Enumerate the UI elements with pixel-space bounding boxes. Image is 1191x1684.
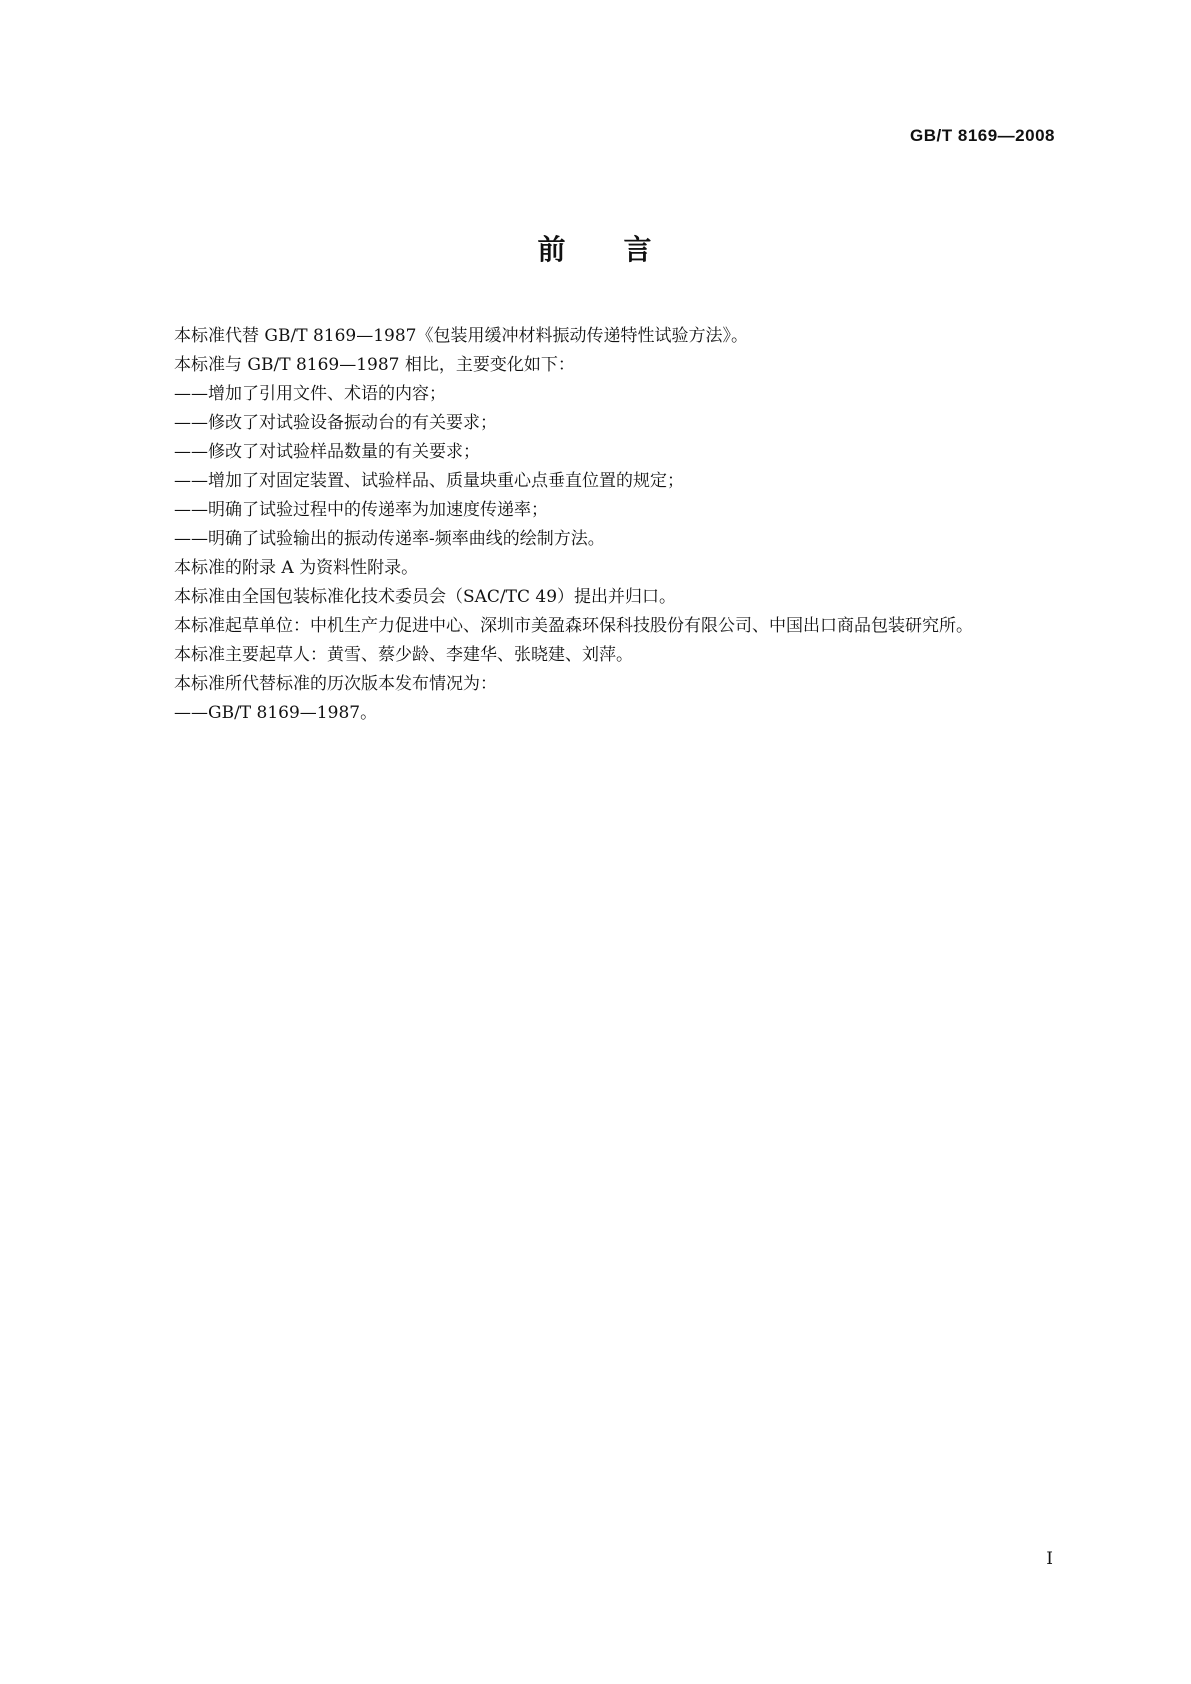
change-item: ——修改了对试验设备振动台的有关要求； (174, 413, 497, 433)
paragraph-drafters: 本标准主要起草人：黄雪、蔡少龄、李建华、张晓建、刘萍。 (174, 645, 633, 665)
paragraph-committee: 本标准由全国包装标准化技术委员会（SAC/TC 49）提出并归口。 (174, 587, 677, 607)
title-char-2: 言 (623, 233, 654, 266)
paragraph-drafting-units: 本标准起草单位：中机生产力促进中心、深圳市美盈森环保科技股份有限公司、中国出口商品包装研究所。 (174, 616, 973, 636)
paragraph-changes-intro: 本标准与 GB/T 8169—1987 相比，主要变化如下： (174, 355, 575, 375)
change-item: ——修改了对试验样品数量的有关要求； (174, 442, 480, 462)
standard-number: GB/T 8169—2008 (910, 126, 1055, 145)
title-char-1: 前 (537, 233, 568, 266)
change-item: ——增加了引用文件、术语的内容； (174, 384, 446, 404)
page-title (0, 228, 1191, 268)
history-item: ——GB/T 8169—1987。 (174, 703, 378, 723)
paragraph-annex: 本标准的附录 A 为资料性附录。 (174, 558, 419, 578)
foreword-body (136, 322, 1062, 728)
change-item: ——明确了试验输出的振动传递率-频率曲线的绘制方法。 (174, 529, 605, 549)
paragraph-replaces: 本标准代替 GB/T 8169—1987《包装用缓冲材料振动传递特性试验方法》。 (174, 326, 748, 346)
paragraph-history-intro: 本标准所代替标准的历次版本发布情况为： (174, 674, 497, 694)
page-number: I (1046, 1549, 1053, 1569)
change-item: ——增加了对固定装置、试验样品、质量块重心点垂直位置的规定； (174, 471, 684, 491)
change-item: ——明确了试验过程中的传递率为加速度传递率； (174, 500, 548, 520)
